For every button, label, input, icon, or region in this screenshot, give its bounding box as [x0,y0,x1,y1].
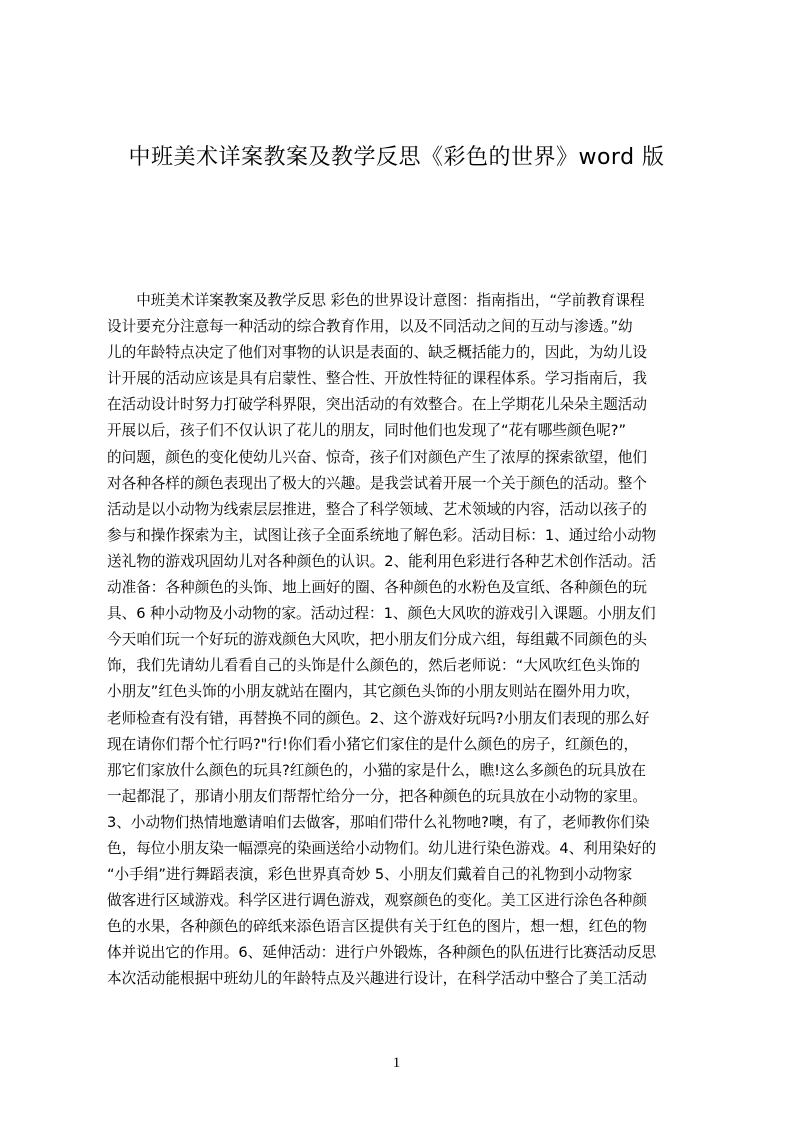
body-line: 色的水果，各种颜色的碎纸来添色语言区提供有关于红色的图片，想一想，红色的物 [107,918,647,936]
body-line: 具、6 种小动物及小动物的家。活动过程：1、颜色大风吹的游戏引入课题。小朋友们 [107,605,656,623]
body-line: 色，每位小朋友染一幅漂亮的染画送给小动物们。幼儿进行染色游戏。4、利用染好的 [107,839,657,857]
body-line: 做客进行区域游戏。科学区进行调色游戏，观察颜色的变化。美工区进行涂色各种颜 [107,892,647,910]
body-line: 本次活动能根据中班幼儿的年龄特点及兴趣进行设计，在科学活动中整合了美工活动 [107,970,647,988]
body-line: 儿的年龄特点决定了他们对事物的认识是表面的、缺乏概括能力的，因此，为幼儿设 [107,344,647,362]
body-line: 在活动设计时努力打破学科界限，突出活动的有效整合。在上学期花儿朵朵主题活动 [107,396,647,414]
body-line: 开展以后，孩子们不仅认识了花儿的朋友，同时他们也发现了“花有哪些颜色呢?” [107,422,627,440]
body-line: 那它们家放什么颜色的玩具?红颜色的，小猫的家是什么，瞧!这么多颜色的玩具放在 [107,761,646,779]
body-line: 小朋友”红色头饰的小朋友就站在圈内，其它颜色头饰的小朋友则站在圈外用力吹， [107,683,640,701]
body-line: 今天咱们玩一个好玩的游戏颜色大风吹，把小朋友们分成六组，每组戴不同颜色的头 [107,631,647,649]
body-line: 设计要充分注意每一种活动的综合教育作用，以及不同活动之间的互动与渗透。”幼 [107,318,633,336]
body-line: 活动是以小动物为线索层层推进，整合了科学领域、艺术领域的内容，活动以孩子的 [107,500,647,518]
body-line: 送礼物的游戏巩固幼儿对各种颜色的认识。2、能利用色彩进行各种艺术创作活动。活 [107,552,657,570]
body-line: 体并说出它的作用。6、延伸活动：进行户外锻炼，各种颜色的队伍进行比赛活动反思 [107,944,657,962]
body-line: 计开展的活动应该是具有启蒙性、整合性、开放性特征的课程体系。学习指南后，我 [107,370,647,388]
body-line: 老师检查有没有错，再替换不同的颜色。2、这个游戏好玩吗?小朋友们表现的那么好 [107,709,650,727]
body-line: 饰，我们先请幼儿看看自己的头饰是什么颜色的，然后老师说：“大风吹红色头饰的 [107,657,640,675]
body-line: 对各种各样的颜色表现出了极大的兴趣。是我尝试着开展一个关于颜色的活动。整个 [107,474,647,492]
document-body [107,288,699,988]
body-line: 参与和操作探索为主，试图让孩子全面系统地了解色彩。活动目标：1、通过给小动物 [107,526,657,544]
body-line: 现在请你们帮个忙行吗?"行!你们看小猪它们家住的是什么颜色的房子，红颜色的， [107,735,639,753]
page-number: 1 [392,1055,401,1071]
body-line: 3、小动物们热情地邀请咱们去做客，那咱们带什么礼物吔?噢，有了，老师教你们染 [107,813,650,831]
body-line: “小手绢”进行舞蹈表演，彩色世界真奇妙 5、小朋友们戴着自己的礼物到小动物家 [107,866,633,884]
body-line: 中班美术详案教案及教学反思 彩色的世界设计意图：指南指出，“学前教育课程 [107,292,645,309]
body-line: 动准备：各种颜色的头饰、地上画好的圈、各种颜色的水粉色及宣纸、各种颜色的玩 [107,579,647,597]
body-line: 一起都混了，那请小朋友们帮帮忙给分一分，把各种颜色的玩具放在小动物的家里。 [107,787,647,805]
body-line: 的问题，颜色的变化使幼儿兴奋、惊奇，孩子们对颜色产生了浓厚的探索欲望，他们 [107,448,647,466]
page-title: 中班美术详案教案及教学反思《彩色的世界》word 版 [128,145,665,170]
